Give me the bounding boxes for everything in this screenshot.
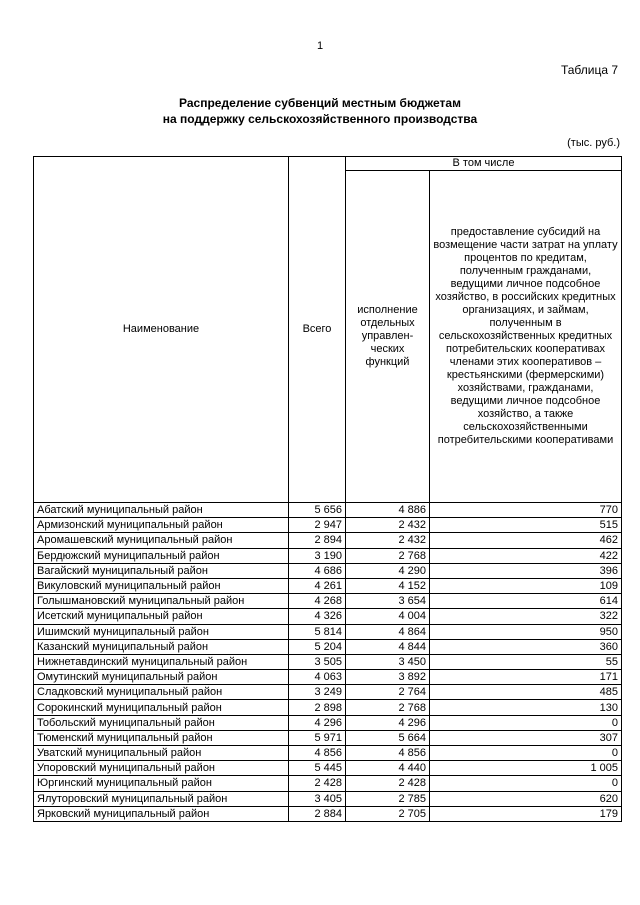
row-management-functions: 3 450	[346, 654, 430, 669]
row-interest-subsidies: 614	[430, 594, 622, 609]
row-name: Абатский муниципальный район	[34, 503, 289, 518]
row-total: 3 249	[289, 685, 346, 700]
header-including: В том числе	[346, 157, 622, 171]
row-total: 2 884	[289, 806, 346, 821]
table-row	[34, 563, 622, 578]
row-management-functions: 4 856	[346, 746, 430, 761]
table-row	[34, 746, 622, 761]
table-row	[34, 609, 622, 624]
row-interest-subsidies: 0	[430, 746, 622, 761]
row-management-functions: 4 886	[346, 503, 430, 518]
row-interest-subsidies: 620	[430, 791, 622, 806]
row-management-functions: 2 428	[346, 776, 430, 791]
row-total: 4 686	[289, 563, 346, 578]
table-row	[34, 503, 622, 518]
row-total: 4 261	[289, 578, 346, 593]
row-management-functions: 3 654	[346, 594, 430, 609]
row-name: Нижнетавдинский муниципальный район	[34, 654, 289, 669]
row-name: Исетский муниципальный район	[34, 609, 289, 624]
table-row	[34, 685, 622, 700]
row-interest-subsidies: 0	[430, 715, 622, 730]
row-interest-subsidies: 171	[430, 670, 622, 685]
row-name: Омутинский муниципальный район	[34, 670, 289, 685]
row-management-functions: 2 785	[346, 791, 430, 806]
row-total: 5 971	[289, 730, 346, 745]
row-total: 2 894	[289, 533, 346, 548]
row-interest-subsidies: 179	[430, 806, 622, 821]
table-body	[34, 503, 622, 822]
row-name: Тюменский муниципальный район	[34, 730, 289, 745]
row-interest-subsidies: 109	[430, 578, 622, 593]
table-row	[34, 594, 622, 609]
table-row	[34, 548, 622, 563]
header-total: Всего	[289, 157, 346, 503]
table-row	[34, 518, 622, 533]
row-management-functions: 2 768	[346, 548, 430, 563]
row-total: 5 204	[289, 639, 346, 654]
table-row	[34, 761, 622, 776]
row-interest-subsidies: 1 005	[430, 761, 622, 776]
row-interest-subsidies: 770	[430, 503, 622, 518]
row-interest-subsidies: 360	[430, 639, 622, 654]
row-management-functions: 2 768	[346, 700, 430, 715]
row-name: Тобольский муниципальный район	[34, 715, 289, 730]
row-name: Сорокинский муниципальный район	[34, 700, 289, 715]
row-interest-subsidies: 55	[430, 654, 622, 669]
row-total: 4 296	[289, 715, 346, 730]
row-management-functions: 4 004	[346, 609, 430, 624]
row-management-functions: 4 440	[346, 761, 430, 776]
header-name: Наименование	[34, 157, 289, 503]
units-label: (тыс. руб.)	[567, 137, 620, 149]
row-management-functions: 2 764	[346, 685, 430, 700]
row-interest-subsidies: 130	[430, 700, 622, 715]
table-row	[34, 578, 622, 593]
table-row	[34, 654, 622, 669]
row-interest-subsidies: 950	[430, 624, 622, 639]
row-management-functions: 2 705	[346, 806, 430, 821]
row-interest-subsidies: 485	[430, 685, 622, 700]
row-total: 2 898	[289, 700, 346, 715]
row-interest-subsidies: 307	[430, 730, 622, 745]
row-management-functions: 4 290	[346, 563, 430, 578]
row-total: 2 947	[289, 518, 346, 533]
header-management-functions: исполнение отдельных управлен-ческих функций	[346, 171, 430, 503]
row-total: 5 656	[289, 503, 346, 518]
row-management-functions: 2 432	[346, 533, 430, 548]
table-row	[34, 700, 622, 715]
row-name: Вагайский муниципальный район	[34, 563, 289, 578]
header-interest-subsidies: предоставление субсидий на возмещение части затрат на уплату процентов по кредитам, полученным гражданами, ведущими личное подсобное хозяйство, в российских кредитных организациях, и займам, полученным в сельскохозяйственных кредитных потребительских кооперативах членами этих кооперативов – крестьянскими (фермерскими) хозяйствами, гражданами, ведущими личное подсобное хозяйство, а также сельскохозяйственными потребительскими кооперативами	[430, 171, 622, 503]
row-management-functions: 3 892	[346, 670, 430, 685]
row-name: Казанский муниципальный район	[34, 639, 289, 654]
row-total: 3 505	[289, 654, 346, 669]
row-interest-subsidies: 422	[430, 548, 622, 563]
row-total: 4 063	[289, 670, 346, 685]
table-row	[34, 730, 622, 745]
table-label: Таблица 7	[560, 63, 618, 77]
row-name: Упоровский муниципальный район	[34, 761, 289, 776]
row-management-functions: 2 432	[346, 518, 430, 533]
row-name: Сладковский муниципальный район	[34, 685, 289, 700]
row-management-functions: 4 152	[346, 578, 430, 593]
title-line-2: на поддержку сельскохозяйственного производства	[162, 112, 478, 126]
table-row	[34, 791, 622, 806]
table-row	[34, 639, 622, 654]
row-name: Голышмановский муниципальный район	[34, 594, 289, 609]
row-total: 3 405	[289, 791, 346, 806]
row-management-functions: 4 844	[346, 639, 430, 654]
row-total: 4 326	[289, 609, 346, 624]
page-number: 1	[316, 40, 324, 52]
row-interest-subsidies: 462	[430, 533, 622, 548]
row-name: Бердюжский муниципальный район	[34, 548, 289, 563]
table-row	[34, 776, 622, 791]
row-name: Юргинский муниципальный район	[34, 776, 289, 791]
table-row	[34, 533, 622, 548]
title-line-1: Распределение субвенций местным бюджетам	[179, 96, 461, 110]
row-interest-subsidies: 515	[430, 518, 622, 533]
page-title	[0, 95, 640, 127]
row-total: 5 814	[289, 624, 346, 639]
row-management-functions: 5 664	[346, 730, 430, 745]
table-row	[34, 624, 622, 639]
row-total: 4 856	[289, 746, 346, 761]
row-name: Викуловский муниципальный район	[34, 578, 289, 593]
row-interest-subsidies: 322	[430, 609, 622, 624]
subsidy-table	[33, 156, 622, 822]
table-row	[34, 670, 622, 685]
row-name: Уватский муниципальный район	[34, 746, 289, 761]
row-interest-subsidies: 396	[430, 563, 622, 578]
row-name: Ишимский муниципальный район	[34, 624, 289, 639]
row-total: 5 445	[289, 761, 346, 776]
row-total: 3 190	[289, 548, 346, 563]
row-total: 4 268	[289, 594, 346, 609]
row-name: Аромашевский муниципальный район	[34, 533, 289, 548]
row-interest-subsidies: 0	[430, 776, 622, 791]
row-name: Ярковский муниципальный район	[34, 806, 289, 821]
row-name: Ялуторовский муниципальный район	[34, 791, 289, 806]
row-management-functions: 4 296	[346, 715, 430, 730]
row-name: Армизонский муниципальный район	[34, 518, 289, 533]
row-total: 2 428	[289, 776, 346, 791]
table-row	[34, 715, 622, 730]
table-row	[34, 806, 622, 821]
row-management-functions: 4 864	[346, 624, 430, 639]
